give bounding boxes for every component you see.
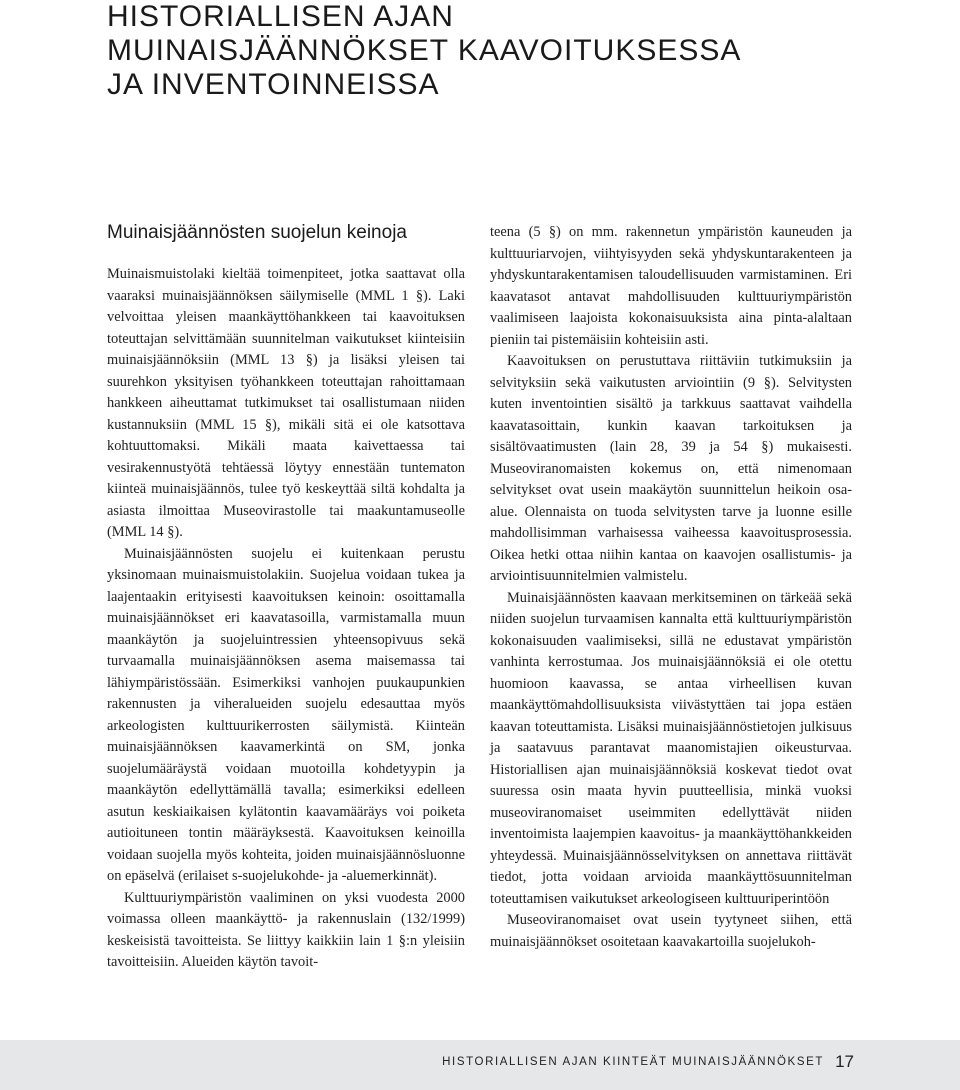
right-paragraph-3: Muinaisjäännösten kaavaan merkitseminen on tärkeää sekä niiden suojelun turvaamisen kannalta että kulttuuriympäristön kokonaisuuden vaalimiseksi, sillä ne edustavat ympäristön vanhinta kerrostumaa. Jos muinaisjäännöksiä ei ole otettu huomioon kaavassa, se antaa virheellisen kuvan maankäyttömahdollisuuksista viivästyttäen tai jopa estäen kaavan toteuttamista. Lisäksi muinaisjäännöstietojen julkisuus ja saatavuus parantavat maanomistajien oikeusturvaa. Historiallisen ajan muinaisjäännöksiä koskevat tiedot ovat suuressa osin maata hyvin puutteellisia, minkä vuoksi museoviranomaiset useimmiten edellyttävät niiden inventoimista laajempien kaavoitus- ja maankäyttöhankkeiden yhteydessä. Muinaisjäännösselvityksen on annettava riittävät tiedot, jotta voidaan arvioida maankäyttösuunnitelman toteuttamisen vaikutukset arkeologiseen kulttuuriperintöön [490,589,852,907]
page-footer [0,1040,960,1090]
footer-running-title: HISTORIALLISEN AJAN KIINTEÄT MUINAISJÄÄNNÖKSET [442,1056,824,1068]
left-paragraph-3: Kulttuuriympäristön vaaliminen on yksi vuodesta 2000 voimassa olleen maankäyttö- ja rakennuslain (132/1999) keskeisistä tavoitteista. Se liittyy kaikkiin lain 1 §:n yleisiin tavoitteisiin. Alueiden käytön tavoit- [107,889,465,970]
page-title-line-3: JA INVENTOINNEISSA [107,68,440,101]
section-heading: Muinaisjäännösten suojelun keinoja [107,222,407,243]
left-paragraph-2: Muinaisjäännösten suojelu ei kuitenkaan perustu yksinomaan muinaismuistolakiin. Suojelua voidaan tukea ja laajentaakin erityisesti kaavoituksen keinoin: osoittamalla muinaisjäännökset eri kaavatasoilla, varmistamalla muun maankäytön ja suojeluintressien yhteensopivuus sekä turvaamalla muinaisjäännöksen asema maisemassa tai lähiympäristössään. Esimerkiksi vanhojen puukaupunkien rakennusten ja viheralueiden suojelu edesauttaa myös arkeologisten kulttuurikerrosten säilymistä. Kiinteän muinaisjäännöksen kaavamerkintä on SM, jonka suojelumääräystä voidaan muotoilla kohdetyypin ja maankäytön edellyttämällä tavalla; esimerkiksi edelleen asutun keskiaikaisen kylätontin kaavamääräys voi poiketa autioituneen tontin määräyksestä. Kaavoituksen keinoilla voidaan suojella myös kohteita, joiden muinaisjäännösluonne on epäselvä (erilaiset s-suojelukohde- ja -aluemerkinnät). [107,545,465,884]
page-number: 17 [835,1052,854,1071]
page-title-line-2: MUINAISJÄÄNNÖKSET KAAVOITUKSESSA [107,34,742,67]
page-title [107,0,887,102]
right-paragraph-2: Kaavoituksen on perustuttava riittäviin tutkimuksiin ja selvityksiin sekä vaikutusten arviointiin (9 §). Selvitysten kuten inventointien sisältö ja tarkkuus saattavat vaihdella kaavatasoittain, kunkin kaavan tarkoituksen ja sisältövaatimusten (lain 28, 39 ja 54 §) mukaisesti. Museoviranomaisten kokemus on, että nimenomaan selvitykset ovat usein maakäytön suunnittelun heikoin osa-alue. Olennaista on tuoda selvitysten tarve ja luonne esille mahdollisimman varhaisessa vaiheessa kaavoitusprosessia. Oikea hetki ottaa niihin kantaa on kaavojen osallistumis- ja arviointisuunnitelmien valmistelu. [490,353,852,584]
right-column [490,222,852,953]
page-title-line-1: HISTORIALLISEN AJAN [107,0,454,33]
left-paragraph-1: Muinaismuistolaki kieltää toimenpiteet, jotka saattavat olla vaaraksi muinaisjäännöksen säilymiselle (MML 1 §). Laki velvoittaa yleisen maankäyttöhankkeen tai kaavoituksen toteuttajan selvittämään suunnitelman vaikutukset kiinteisiin muinaisjäännöksiin (MML 13 §) ja lisäksi yleisen tai suurehkon yksityisen työhankkeen toteuttajan rahoittamaan hankkeen aiheuttamat tutkimukset tai osallistumaan niiden kustannuksiin (MML 15 §), mikäli sitä ei ole katsottava kohtuuttomaksi. Mikäli maata kaivettaessa tai vesirakennustyötä tehtäessä löytyy ennestään tuntematon kiinteä muinaisjäännös, tulee työ keskeyttää siltä kohdalta ja asiasta ilmoittaa Museovirastolle tai maakuntamuseolle (MML 14 §). [107,266,465,540]
right-paragraph-1: teena (5 §) on mm. rakennetun ympäristön kauneuden ja kulttuuriarvojen, viihtyisyyden sekä yhdyskuntarakenteen ja yhdyskuntarakentamisen taloudellisuuden varmistaminen. Eri kaavatasot antavat mahdollisuuden kulttuuriympäristön vaalimiseen laajoista kokonaisuuksista aina pinta-alaltaan pieniin tai pistemäisiin kohteisiin asti. [490,224,852,348]
right-paragraph-4: Museoviranomaiset ovat usein tyytyneet siihen, että muinaisjäännökset osoitetaan kaavakartoilla suojelukoh- [490,912,852,950]
left-column [107,264,465,974]
